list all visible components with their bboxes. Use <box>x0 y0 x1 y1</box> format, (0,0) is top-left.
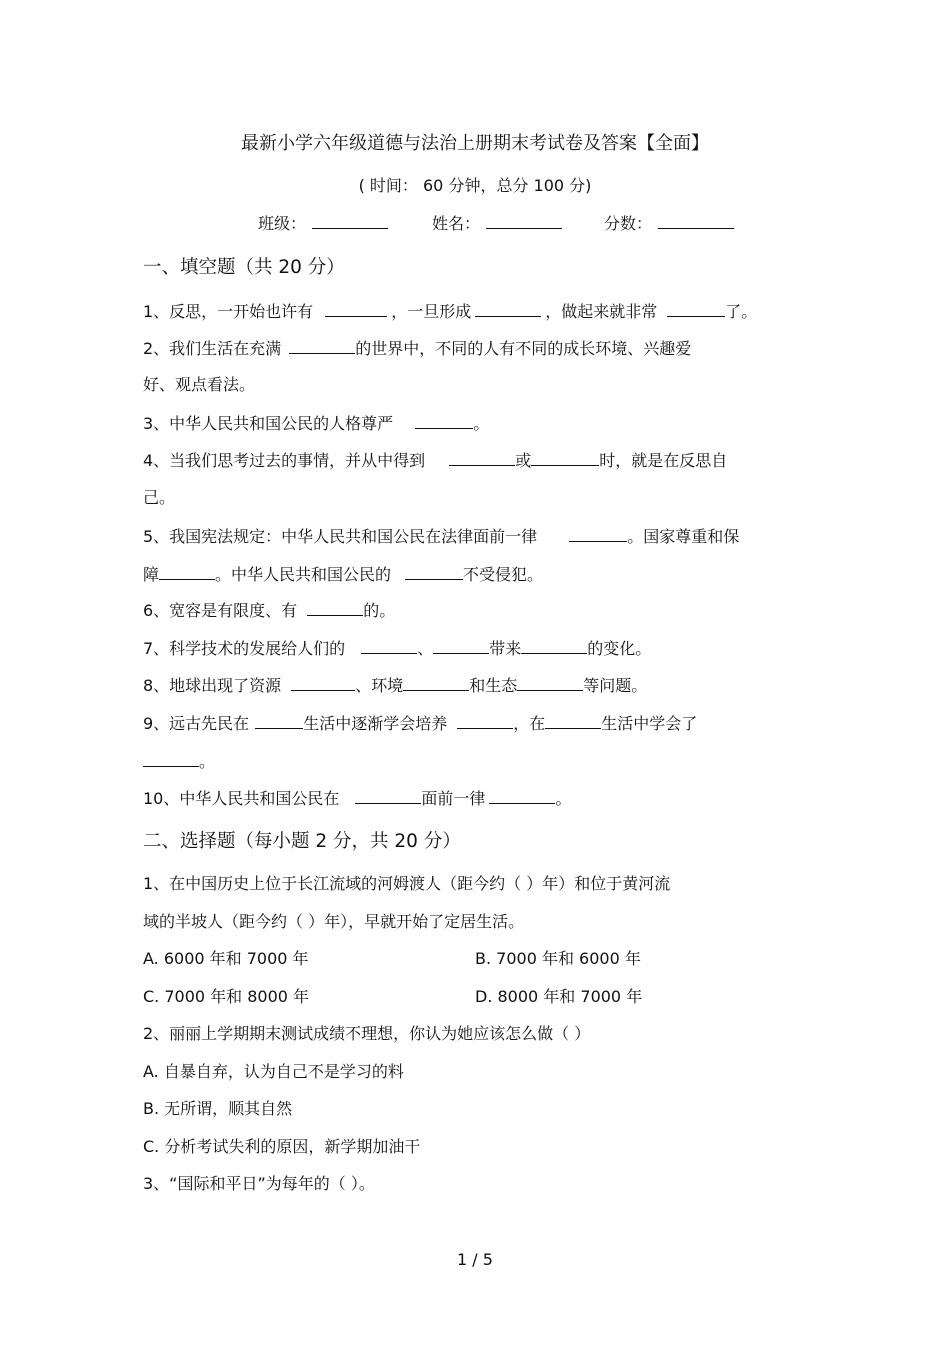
score-label: 分数： <box>604 214 653 233</box>
fill-question-1: 1、反思，一开始也许有 ，一旦形成 ，做起来就非常 了。 <box>143 302 758 321</box>
answer-blank <box>143 751 199 767</box>
answer-blank <box>255 713 303 729</box>
fill-question-5-cont: 障 。中华人民共和国公民的 不受侵犯。 <box>143 565 544 584</box>
answer-blank <box>517 675 583 691</box>
choice-question-2: 2、丽丽上学期期末测试成绩不理想，你认为她应该怎么做（ ） <box>143 1024 591 1043</box>
choice-1-option-b: B. 7000 年和 6000 年 <box>475 949 641 968</box>
class-blank <box>312 213 388 229</box>
fill-question-4-cont: 己。 <box>143 488 176 507</box>
choice-question-1: 1、在中国历史上位于长江流域的河姆渡人（距今约（ ）年）和位于黄河流 <box>143 874 671 893</box>
page-number: 1 / 5 <box>457 1250 493 1269</box>
answer-blank <box>289 338 355 354</box>
fill-question-2: 2、我们生活在充满 的世界中，不同的人有不同的成长环境、兴趣爱 <box>143 339 692 358</box>
name-field <box>432 213 562 234</box>
fill-question-9: 9、远古先民在 生活中逐渐学会培养 ，在 生活中学会了 <box>143 714 698 733</box>
answer-blank <box>521 638 587 654</box>
fill-question-5: 5、我国宪法规定：中华人民共和国公民在法律面前一律 。国家尊重和保 <box>143 527 740 546</box>
answer-blank <box>361 638 417 654</box>
answer-blank <box>457 713 513 729</box>
answer-blank <box>405 564 463 580</box>
answer-blank <box>449 450 515 466</box>
exam-title: 最新小学六年级道德与法治上册期末考试卷及答案【全面】 <box>241 133 709 154</box>
fill-question-3: 3、中华人民共和国公民的人格尊严 。 <box>143 414 490 433</box>
class-label: 班级： <box>258 214 307 233</box>
fill-question-4: 4、当我们思考过去的事情，并从中得到 或 时，就是在反思自 <box>143 451 728 470</box>
fill-question-2-cont: 好、观点看法。 <box>143 375 256 394</box>
choice-1-option-c: C. 7000 年和 8000 年 <box>143 987 310 1006</box>
answer-blank <box>325 301 387 317</box>
fill-question-6: 6、宽容是有限度、有 的。 <box>143 601 396 620</box>
fill-question-9-cont: 。 <box>143 751 215 772</box>
answer-blank <box>159 564 215 580</box>
answer-blank <box>531 450 599 466</box>
choice-2-option-c: C. 分析考试失利的原因，新学期加油干 <box>143 1137 421 1156</box>
answer-blank <box>433 638 489 654</box>
choice-1-option-a: A. 6000 年和 7000 年 <box>143 949 309 968</box>
answer-blank <box>291 675 355 691</box>
answer-blank <box>403 675 469 691</box>
answer-blank <box>569 526 627 542</box>
section-1-heading: 一、填空题（共 20 分） <box>143 257 345 278</box>
choice-2-option-b: B. 无所谓，顺其自然 <box>143 1099 293 1118</box>
answer-blank <box>489 788 555 804</box>
fill-question-8: 8、地球出现了资源 、环境 和生态 等问题。 <box>143 676 648 695</box>
answer-blank <box>545 713 601 729</box>
answer-blank <box>667 301 725 317</box>
answer-blank <box>415 413 473 429</box>
choice-question-1-cont: 域的半坡人（距今约（ ）年），早就开始了定居生活。 <box>143 912 525 931</box>
choice-2-option-a: A. 自暴自弃，认为自己不是学习的料 <box>143 1062 404 1081</box>
fill-question-7: 7、科学技术的发展给人们的 、 带来 的变化。 <box>143 639 652 658</box>
score-blank <box>658 213 734 229</box>
answer-blank <box>355 788 421 804</box>
section-2-heading: 二、选择题（每小题 2 分，共 20 分） <box>143 831 461 852</box>
answer-blank <box>307 600 363 616</box>
name-blank <box>486 213 562 229</box>
choice-question-3: 3、“国际和平日”为每年的（ ）。 <box>143 1174 375 1193</box>
exam-time-info: ( 时间： 60 分钟，总分 100 分) <box>358 176 592 195</box>
class-field <box>258 213 388 234</box>
choice-1-option-d: D. 8000 年和 7000 年 <box>475 987 643 1006</box>
fill-question-10: 10、中华人民共和国公民在 面前一律 。 <box>143 789 572 808</box>
score-field <box>604 213 734 234</box>
name-label: 姓名： <box>432 214 481 233</box>
answer-blank <box>475 301 541 317</box>
